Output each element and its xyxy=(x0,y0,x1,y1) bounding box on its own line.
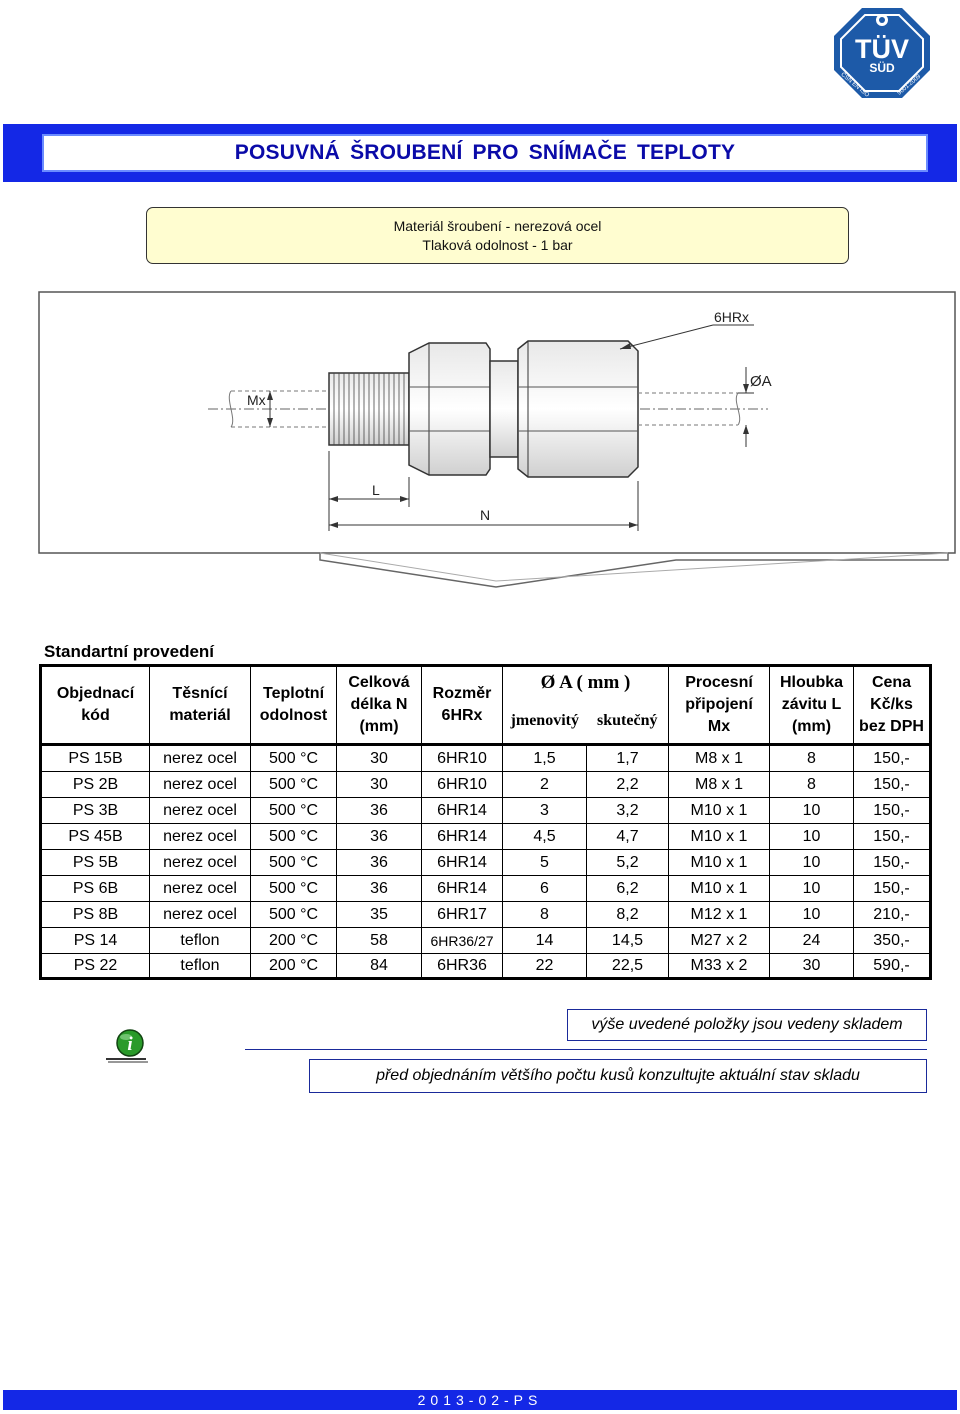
cell-nominal: 5 xyxy=(503,850,587,876)
cell-code: PS 14 xyxy=(41,928,150,954)
cell-seal: nerez ocel xyxy=(150,876,251,902)
cell-temp: 500 °C xyxy=(251,798,337,824)
cell-connection: M10 x 1 xyxy=(669,876,770,902)
material-info-box xyxy=(146,207,849,264)
cell-size: 6HR14 xyxy=(422,876,503,902)
cell-connection: M10 x 1 xyxy=(669,824,770,850)
cell-temp: 500 °C xyxy=(251,850,337,876)
table-row xyxy=(41,928,931,954)
cell-connection: M12 x 1 xyxy=(669,902,770,928)
tuv-sud-logo xyxy=(832,6,932,100)
cell-actual: 14,5 xyxy=(587,928,669,954)
cell-nominal: 6 xyxy=(503,876,587,902)
logo-brand: TÜV xyxy=(855,34,909,64)
cell-temp: 500 °C xyxy=(251,902,337,928)
cell-nominal: 4,5 xyxy=(503,824,587,850)
cell-code: PS 8B xyxy=(41,902,150,928)
cell-length: 35 xyxy=(337,902,422,928)
technical-drawing xyxy=(38,291,956,591)
header-code: Objednací kód xyxy=(41,666,150,745)
cell-depth: 30 xyxy=(770,954,854,979)
header-size: Rozměr 6HRx xyxy=(422,666,503,745)
cell-temp: 500 °C xyxy=(251,824,337,850)
header-diameter: Ø A ( mm ) xyxy=(503,666,669,700)
cell-actual: 6,2 xyxy=(587,876,669,902)
cell-nominal: 2 xyxy=(503,772,587,798)
cell-code: PS 2B xyxy=(41,772,150,798)
table-row xyxy=(41,954,931,979)
header-depth: Hloubka závitu L (mm) xyxy=(770,666,854,745)
cell-size: 6HR14 xyxy=(422,824,503,850)
cell-nominal: 1,5 xyxy=(503,745,587,772)
cell-nominal: 22 xyxy=(503,954,587,979)
header-temp: Teplotní odolnost xyxy=(251,666,337,745)
cell-connection: M8 x 1 xyxy=(669,772,770,798)
cell-length: 36 xyxy=(337,850,422,876)
cell-size: 6HR14 xyxy=(422,850,503,876)
logo-cert-right: 9001:2009 xyxy=(896,73,923,97)
cell-seal: nerez ocel xyxy=(150,850,251,876)
cell-depth: 10 xyxy=(770,798,854,824)
cell-size: 6HR14 xyxy=(422,798,503,824)
page-title: POSUVNÁ ŠROUBENÍ PRO SNÍMAČE TEPLOTY xyxy=(234,141,736,164)
note-divider xyxy=(245,1049,927,1050)
cell-price: 590,- xyxy=(854,954,931,979)
header-seal: Těsnící materiál xyxy=(150,666,251,745)
table-row xyxy=(41,745,931,772)
label-oa: ØA xyxy=(750,373,772,390)
cell-connection: M8 x 1 xyxy=(669,745,770,772)
cell-size: 6HR36 xyxy=(422,954,503,979)
table-row xyxy=(41,850,931,876)
pressure-info-line: Tlaková odolnost - 1 bar xyxy=(422,236,573,253)
cell-seal: nerez ocel xyxy=(150,902,251,928)
cell-seal: nerez ocel xyxy=(150,824,251,850)
cell-size: 6HR10 xyxy=(422,745,503,772)
cell-actual: 22,5 xyxy=(587,954,669,979)
table-row xyxy=(41,798,931,824)
footer-code: 2013-02-PS xyxy=(417,1392,543,1408)
cell-code: PS 6B xyxy=(41,876,150,902)
cell-temp: 500 °C xyxy=(251,876,337,902)
cell-temp: 200 °C xyxy=(251,954,337,979)
cell-seal: nerez ocel xyxy=(150,798,251,824)
cell-connection: M10 x 1 xyxy=(669,850,770,876)
table-body xyxy=(41,745,931,979)
consult-note: před objednáním většího počtu kusů konzultujte aktuální stav skladu xyxy=(309,1059,927,1093)
cell-code: PS 15B xyxy=(41,745,150,772)
cell-code: PS 3B xyxy=(41,798,150,824)
cell-actual: 3,2 xyxy=(587,798,669,824)
section-title: Standartní provedení xyxy=(44,642,215,661)
cell-actual: 8,2 xyxy=(587,902,669,928)
cell-seal: teflon xyxy=(150,954,251,979)
header-nominal: jmenovitý xyxy=(503,699,587,745)
cell-connection: M27 x 2 xyxy=(669,928,770,954)
cell-length: 30 xyxy=(337,745,422,772)
cell-length: 36 xyxy=(337,798,422,824)
cell-price: 210,- xyxy=(854,902,931,928)
cell-nominal: 8 xyxy=(503,902,587,928)
cell-length: 58 xyxy=(337,928,422,954)
cell-price: 150,- xyxy=(854,745,931,772)
cell-actual: 4,7 xyxy=(587,824,669,850)
cell-actual: 2,2 xyxy=(587,772,669,798)
cell-code: PS 22 xyxy=(41,954,150,979)
cell-depth: 10 xyxy=(770,850,854,876)
label-n: N xyxy=(480,507,491,523)
cell-size: 6HR17 xyxy=(422,902,503,928)
cell-code: PS 5B xyxy=(41,850,150,876)
cell-price: 350,- xyxy=(854,928,931,954)
cell-price: 150,- xyxy=(854,876,931,902)
header-connection: Procesní připojení Mx xyxy=(669,666,770,745)
cell-temp: 500 °C xyxy=(251,772,337,798)
cell-actual: 1,7 xyxy=(587,745,669,772)
header-price: Cena Kč/ks bez DPH xyxy=(854,666,931,745)
table-row xyxy=(41,824,931,850)
cell-price: 150,- xyxy=(854,772,931,798)
cell-depth: 10 xyxy=(770,824,854,850)
cell-seal: nerez ocel xyxy=(150,745,251,772)
cell-price: 150,- xyxy=(854,798,931,824)
logo-cert-left: ČSN EN ISO xyxy=(839,71,870,99)
header-actual: skutečný xyxy=(587,699,669,745)
cell-depth: 8 xyxy=(770,772,854,798)
cell-depth: 10 xyxy=(770,902,854,928)
table-row xyxy=(41,902,931,928)
spec-table xyxy=(39,664,932,980)
cell-price: 150,- xyxy=(854,824,931,850)
footer-band xyxy=(3,1390,957,1410)
cell-nominal: 14 xyxy=(503,928,587,954)
cell-nominal: 3 xyxy=(503,798,587,824)
logo-sub: SÜD xyxy=(869,61,895,75)
cell-depth: 24 xyxy=(770,928,854,954)
cell-actual: 5,2 xyxy=(587,850,669,876)
cell-connection: M33 x 2 xyxy=(669,954,770,979)
cell-length: 30 xyxy=(337,772,422,798)
table-row xyxy=(41,876,931,902)
info-icon xyxy=(104,1025,154,1065)
table-row xyxy=(41,772,931,798)
cell-depth: 10 xyxy=(770,876,854,902)
svg-text:i: i xyxy=(127,1034,133,1055)
cell-price: 150,- xyxy=(854,850,931,876)
cell-depth: 8 xyxy=(770,745,854,772)
cell-seal: teflon xyxy=(150,928,251,954)
cell-length: 36 xyxy=(337,876,422,902)
cell-temp: 200 °C xyxy=(251,928,337,954)
title-box xyxy=(42,134,928,172)
cell-length: 84 xyxy=(337,954,422,979)
cell-size: 6HR10 xyxy=(422,772,503,798)
cell-code: PS 45B xyxy=(41,824,150,850)
cell-size: 6HR36/27 xyxy=(422,928,503,954)
cell-length: 36 xyxy=(337,824,422,850)
label-mx: Mx xyxy=(247,392,266,408)
label-l: L xyxy=(372,482,380,498)
stock-note: výše uvedené položky jsou vedeny skladem xyxy=(567,1009,927,1041)
cell-temp: 500 °C xyxy=(251,745,337,772)
cell-connection: M10 x 1 xyxy=(669,798,770,824)
label-6hrx: 6HRx xyxy=(714,309,750,325)
material-info-line: Materiál šroubení - nerezová ocel xyxy=(393,217,602,234)
cell-seal: nerez ocel xyxy=(150,772,251,798)
header-length: Celková délka N (mm) xyxy=(337,666,422,745)
